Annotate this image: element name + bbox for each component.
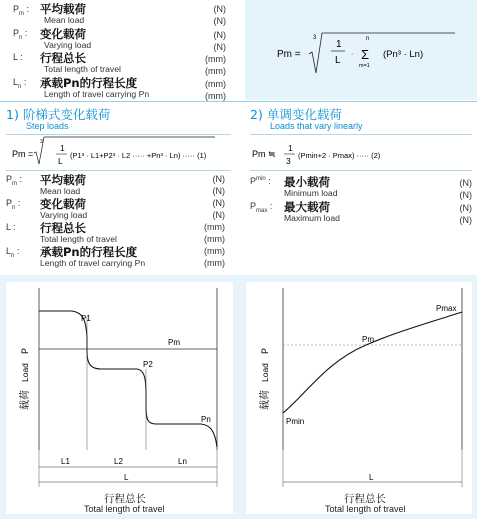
s1-unit: (N)	[212, 186, 225, 196]
s1-unit: (N)	[212, 210, 225, 220]
def-unit: (mm)	[205, 66, 226, 76]
chart2-svg	[246, 282, 472, 514]
def-unit: (N)	[213, 30, 226, 40]
def-unit: (mm)	[205, 54, 226, 64]
section1-number: 1)	[6, 107, 19, 122]
def-unit: (mm)	[205, 79, 226, 89]
s2-unit: (N)	[459, 203, 472, 213]
section1-title-cn: 阶梯式变化载荷	[22, 107, 111, 122]
f2-num: 1	[288, 143, 293, 153]
f1-root-index: 3	[40, 139, 43, 145]
s1-unit: (N)	[212, 174, 225, 184]
main-formula	[245, 0, 477, 100]
s2-cn-max: 最大载荷	[284, 200, 330, 214]
chart1-ylabel-sym: P	[20, 347, 30, 354]
s2-en-min: Minimum load	[284, 188, 338, 198]
chart-step-loads	[6, 282, 233, 514]
s2-cn-min: 最小载荷	[284, 175, 330, 189]
f2-lhs: Pm ≒	[252, 149, 276, 159]
s1-unit: (mm)	[204, 258, 225, 268]
s1-unit: (N)	[212, 198, 225, 208]
f2-term: (Pmin+2 · Pmax) ····· (2)	[298, 151, 381, 160]
section1-rule2	[6, 170, 231, 171]
sym-pn: $P_n$ :	[13, 28, 28, 41]
chart1-label-p1: P1	[81, 314, 91, 323]
s1-cn-total: 行程总长	[40, 221, 86, 235]
f1-term: (P1³ · L1+P2³ · L2 ····· +Pn³ · Ln) ····· (1)	[70, 151, 207, 160]
chart2-xlabel-cn: 行程总长	[344, 493, 386, 505]
def-unit: (mm)	[205, 91, 226, 101]
s2-en-max: Maximum load	[284, 213, 340, 223]
chart1-xlabel-en: Total length of travel	[84, 504, 165, 514]
section2-number: 2)	[250, 107, 263, 122]
formula-1	[0, 135, 236, 171]
chart1-label-l: L	[124, 473, 129, 482]
def-cn-length-pn: 承载Pn的行程长度	[40, 76, 138, 90]
def-en-total-length: Total length of travel	[44, 64, 121, 74]
chart2-ylabel-en: Load	[260, 363, 270, 382]
def-unit: (N)	[213, 16, 226, 26]
chart1-label-l1: L1	[61, 457, 70, 466]
sum-bot: m=1	[359, 63, 370, 69]
dot: ·	[351, 51, 354, 58]
s1-sym-l: L :	[6, 222, 16, 232]
s2-unit: (N)	[459, 215, 472, 225]
def-cn-varying-load: 变化载荷	[40, 27, 86, 41]
main-formula-panel	[245, 0, 477, 100]
chart-linear-loads	[246, 282, 472, 514]
chart1-label-pm: Pm	[168, 338, 180, 347]
s1-en-total: Total length of travel	[40, 234, 117, 244]
chart2-xlabel-en: Total length of travel	[325, 504, 406, 514]
f2-den: 3	[286, 156, 291, 166]
sym-l: L :	[13, 52, 23, 62]
sym-pm: $P_m$ :	[13, 4, 30, 17]
chart2-label-pmin: Pmin	[286, 417, 305, 426]
chart1-svg	[6, 282, 233, 514]
top-definitions	[0, 0, 240, 100]
section1-title-en: Step loads	[26, 121, 69, 131]
s1-en-lpn: Length of travel carrying Pn	[40, 258, 146, 268]
s2-unit: (N)	[459, 190, 472, 200]
s1-en-mean: Mean load	[40, 186, 81, 196]
s1-unit: (mm)	[204, 246, 225, 256]
s1-unit: (mm)	[204, 234, 225, 244]
formula-term: (Pn³ · Ln)	[383, 49, 424, 60]
chart1-label-p2: P2	[143, 360, 153, 369]
s1-sym-pn: $P_n$ :	[6, 198, 21, 211]
def-cn-total-length: 行程总长	[40, 51, 86, 65]
root-sign	[309, 33, 455, 73]
def-unit: (N)	[213, 4, 226, 14]
chart2-label-pm: Pm	[362, 335, 374, 344]
s1-cn-vary: 变化载荷	[40, 197, 86, 211]
sym-ln: $L_n$ :	[13, 77, 27, 90]
chart1-label-l2: L2	[114, 457, 123, 466]
def-en-varying-load: Varying load	[44, 40, 92, 50]
def-cn-mean-load: 平均载荷	[40, 2, 86, 16]
sum-top: n	[366, 36, 370, 42]
f1-den: L	[58, 156, 63, 166]
chart2-ylabel-sym: P	[260, 347, 270, 354]
s1-unit: (mm)	[204, 222, 225, 232]
chart1-xlabel-cn: 行程总长	[104, 493, 146, 505]
s2-sym-pmax: $P_{max}$ :	[250, 201, 273, 214]
section2-title-en: Loads that vary linearly	[270, 121, 363, 131]
top-separator	[0, 101, 477, 102]
s1-sym-pm: $P_m$ :	[6, 174, 23, 187]
chart2-label-pmax: Pmax	[436, 304, 457, 313]
section2-title-cn: 单调变化载荷	[266, 107, 342, 122]
formula-root-index: 3	[313, 35, 317, 41]
s1-en-vary: Varying load	[40, 210, 88, 220]
s2-unit: (N)	[459, 178, 472, 188]
f1-lhs: Pm =	[12, 149, 34, 159]
s1-cn-lpn: 承载Pn的行程长度	[40, 245, 138, 259]
def-unit: (N)	[213, 42, 226, 52]
sum-sign: Σ	[361, 47, 370, 62]
section-linear-loads	[244, 103, 477, 273]
chart2-label-l: L	[369, 473, 374, 482]
frac-den: L	[335, 55, 341, 66]
chart2-load-curve	[283, 312, 462, 413]
frac-num: 1	[336, 39, 342, 50]
def-en-mean-load: Mean load	[44, 15, 85, 25]
s1-cn-mean: 平均载荷	[40, 173, 86, 187]
def-en-length-pn: Length of travel carrying Pn	[44, 89, 150, 99]
formula-lhs: Pm =	[277, 49, 301, 60]
chart1-ylabel-cn: 载荷	[20, 390, 31, 410]
chart1-ylabel-en: Load	[20, 363, 30, 382]
section-step-loads	[0, 103, 236, 273]
f1-num: 1	[60, 143, 65, 153]
chart1-label-pn: Pn	[201, 415, 211, 424]
formula-2	[244, 135, 477, 171]
s2-sym-pmin: $P^{min}$ :	[250, 176, 271, 186]
chart1-label-ln: Ln	[178, 457, 187, 466]
section2-rule2	[250, 170, 472, 171]
chart1-load-curve	[39, 311, 217, 447]
chart2-ylabel-cn: 载荷	[260, 390, 271, 410]
s1-sym-ln: $L_n$ :	[6, 246, 20, 259]
